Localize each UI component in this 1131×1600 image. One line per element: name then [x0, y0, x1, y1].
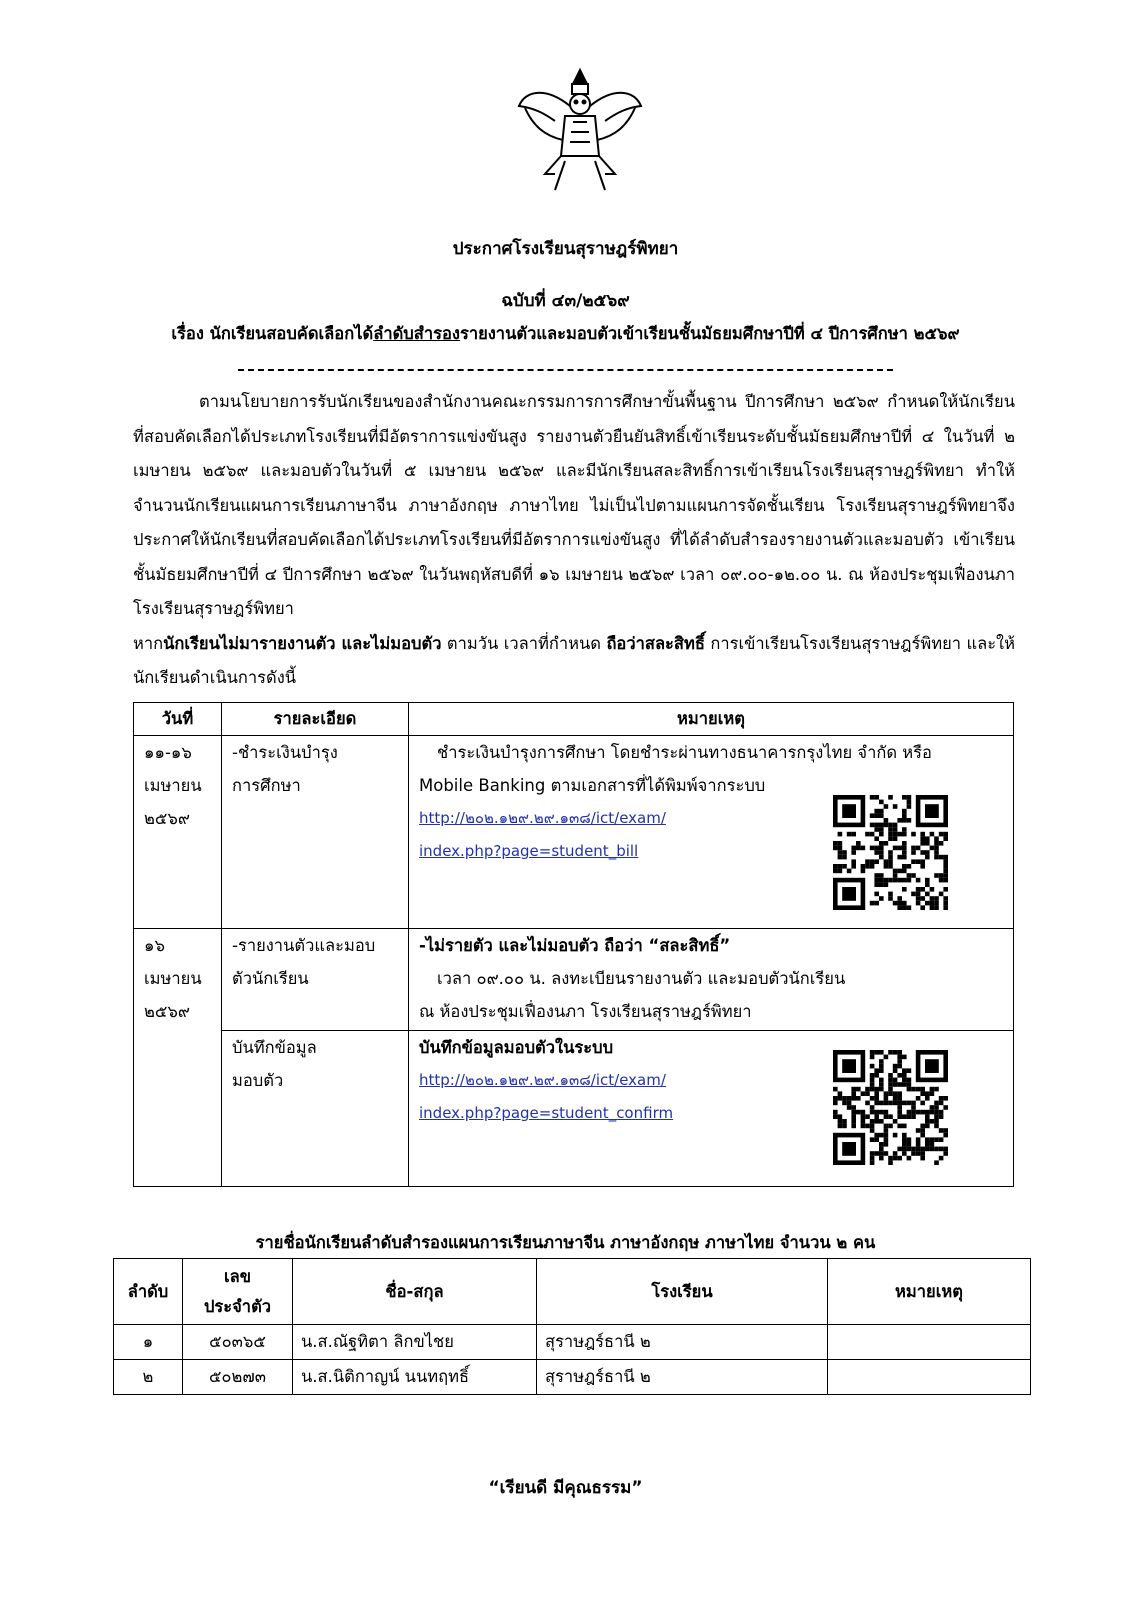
row3-detail [222, 1031, 409, 1187]
header-note: หมายเหตุ [409, 703, 1014, 736]
row2-note [409, 929, 1014, 1031]
schedule-row-2 [134, 929, 1014, 1031]
student-list-title: รายชื่อนักเรียนลำดับสำรองแผนการเรียนภาษาจีน ภาษาอังกฤษ ภาษาไทย จำนวน ๒ คน [255, 1233, 876, 1252]
row2-date-line: ๒๕๖๙ [144, 1002, 190, 1021]
dashed-divider [0, 353, 1131, 369]
row3-detail-line: บันทึกข้อมูล [232, 1038, 317, 1057]
subject-underlined: ลำดับสำรอง [373, 324, 460, 343]
row2-note-bold: -ไม่รายตัว และไม่มอบตัว ถือว่า “สละสิทธิ์” [419, 936, 731, 955]
row2-note-line: ณ ห้องประชุมเฟื่องนภา โรงเรียนสุราษฎร์พิทยา [419, 1002, 752, 1021]
row1-note-line: Mobile Banking ตามเอกสารที่ได้พิมพ์จากระบบ [419, 776, 766, 795]
student-name: น.ส.นิติกาญน์ นนทฤทธิ์ [293, 1360, 537, 1395]
p2-text-b: ตามวัน เวลาที่กำหนด [441, 633, 607, 653]
row1-date [134, 736, 222, 929]
garuda-emblem-icon [515, 66, 645, 194]
header-id [183, 1259, 293, 1325]
student-bill-link-cont[interactable]: index.php?page=student_bill [419, 842, 639, 860]
p2-bold-2: ถือว่าสละสิทธิ์ [606, 633, 705, 653]
row2-detail [222, 929, 409, 1031]
row1-detail-line: การศึกษา [232, 776, 301, 795]
issue-number: ฉบับที่ ๔๓/๒๕๖๙ [501, 291, 630, 311]
header-date: วันที่ [134, 703, 222, 736]
row3-detail-line: มอบตัว [232, 1071, 284, 1090]
student-name: น.ส.ณัฐทิตา ลิกขไชย [293, 1325, 537, 1360]
row1-detail [222, 736, 409, 929]
school-motto: “เรียนดี มีคุณธรรม” [488, 1478, 643, 1498]
row1-date-line: ๑๑-๑๖ [144, 743, 192, 762]
subject-prefix: เรื่อง นักเรียนสอบคัดเลือกได้ [171, 324, 374, 343]
header-id-line: ประจำตัว [203, 1296, 272, 1316]
p2-bold-1: นักเรียนไม่มารายงานตัว และไม่มอบตัว [163, 633, 442, 653]
qr-code-icon [833, 1050, 948, 1165]
row2-date [134, 929, 222, 1187]
student-id: ๕๐๓๖๕ [183, 1325, 293, 1360]
student-school: สุราษฎร์ธานี ๒ [537, 1360, 828, 1395]
table-row [114, 1360, 1031, 1395]
student-order: ๒ [114, 1360, 183, 1395]
student-remark [828, 1360, 1031, 1395]
row1-note-line: ชำระเงินบำรุงการศึกษา โดยชำระผ่านทางธนาคารกรุงไทย จำกัด หรือ [437, 743, 932, 762]
row2-note-line: เวลา ๐๙.๐๐ น. ลงทะเบียนรายงานตัว และมอบตัวนักเรียน [437, 969, 846, 988]
student-confirm-link-cont[interactable]: index.php?page=student_confirm [419, 1104, 674, 1122]
student-remark [828, 1325, 1031, 1360]
row1-date-line: เมษายน [144, 776, 202, 795]
row3-note-bold: บันทึกข้อมูลมอบตัวในระบบ [419, 1038, 614, 1057]
p2-text-c: การเข้าเรียนโรงเรียนสุราษฎร์พิทยา และให้นักเรียนดำเนินการดังนี้ [133, 633, 1015, 687]
row1-detail-line: -ชำระเงินบำรุง [232, 743, 338, 762]
row2-date-line: ๑๖ [144, 936, 165, 955]
subject-line [0, 321, 1131, 347]
table-row [114, 1325, 1031, 1360]
header-detail: รายละเอียด [222, 703, 409, 736]
student-school: สุราษฎร์ธานี ๒ [537, 1325, 828, 1360]
student-bill-link[interactable]: http://๒๐๒.๑๒๙.๒๙.๑๓๘/ict/exam/ [419, 809, 666, 827]
body-paragraph-2 [133, 627, 1015, 696]
qr-code-icon [833, 795, 948, 910]
student-confirm-link[interactable]: http://๒๐๒.๑๒๙.๒๙.๑๓๘/ict/exam/ [419, 1071, 666, 1089]
student-header-row [114, 1259, 1031, 1325]
student-id: ๕๐๒๗๓ [183, 1360, 293, 1395]
schedule-header-row [134, 703, 1014, 736]
header-order: ลำดับ [114, 1259, 183, 1325]
row2-date-line: เมษายน [144, 969, 202, 988]
header-id-line: เลข [223, 1266, 252, 1286]
header-name: ชื่อ-สกุล [293, 1259, 537, 1325]
student-order: ๑ [114, 1325, 183, 1360]
header-remark: หมายเหตุ [828, 1259, 1031, 1325]
header-school: โรงเรียน [537, 1259, 828, 1325]
announcement-title: ประกาศโรงเรียนสุราษฎร์พิทยา [452, 239, 679, 259]
subject-suffix: รายงานตัวและมอบตัวเข้าเรียนชั้นมัธยมศึกษาปีที่ ๔ ปีการศึกษา ๒๕๖๙ [459, 324, 960, 343]
body-text [133, 385, 1015, 696]
row1-date-line: ๒๕๖๙ [144, 809, 190, 828]
p2-text-a: หาก [133, 633, 164, 653]
row2-detail-line: -รายงานตัวและมอบ [232, 936, 376, 955]
student-table [113, 1258, 1031, 1395]
body-paragraph-1: ตามนโยบายการรับนักเรียนของสำนักงานคณะกรรมการการศึกษาขั้นพื้นฐาน ปีการศึกษา ๒๕๖๙ กำหนดให้นักเรียนที่สอบคัดเลือกได้ประเภทโรงเรียนที่มีอัตราการแข่งขันสูง รายงานตัวยืนยันสิทธิ์เข้าเรียนระดับชั้นมัธยมศึกษาปีที่ ๔ ในวันที่ ๒ เมษายน ๒๕๖๙ และมอบตัวในวันที่ ๕ เมษายน ๒๕๖๙ และมีนักเรียนสละสิทธิ์การเข้าเรียนโรงเรียนสุราษฎร์พิทยา ทำให้จำนวนนักเรียนแผนการเรียนภาษาจีน ภาษาอังกฤษ ภาษาไทย ไม่เป็นไปตามแผนการจัดชั้นเรียน โรงเรียนสุราษฎร์พิทยาจึงประกาศให้นักเรียนที่สอบคัดเลือกได้ประเภทโรงเรียนที่มีอัตราการแข่งขันสูง ที่ได้ลำดับสำรองรายงานตัวและมอบตัว เข้าเรียนชั้นมัธยมศึกษาปีที่ ๔ ปีการศึกษา ๒๕๖๙ ในวันพฤหัสบดีที่ ๑๖ เมษายน ๒๕๖๙ เวลา ๐๙.๐๐-๑๒.๐๐ น. ณ ห้องประชุมเฟื่องนภา โรงเรียนสุราษฎร์พิทยา [133, 392, 1015, 618]
row2-detail-line: ตัวนักเรียน [232, 969, 309, 988]
